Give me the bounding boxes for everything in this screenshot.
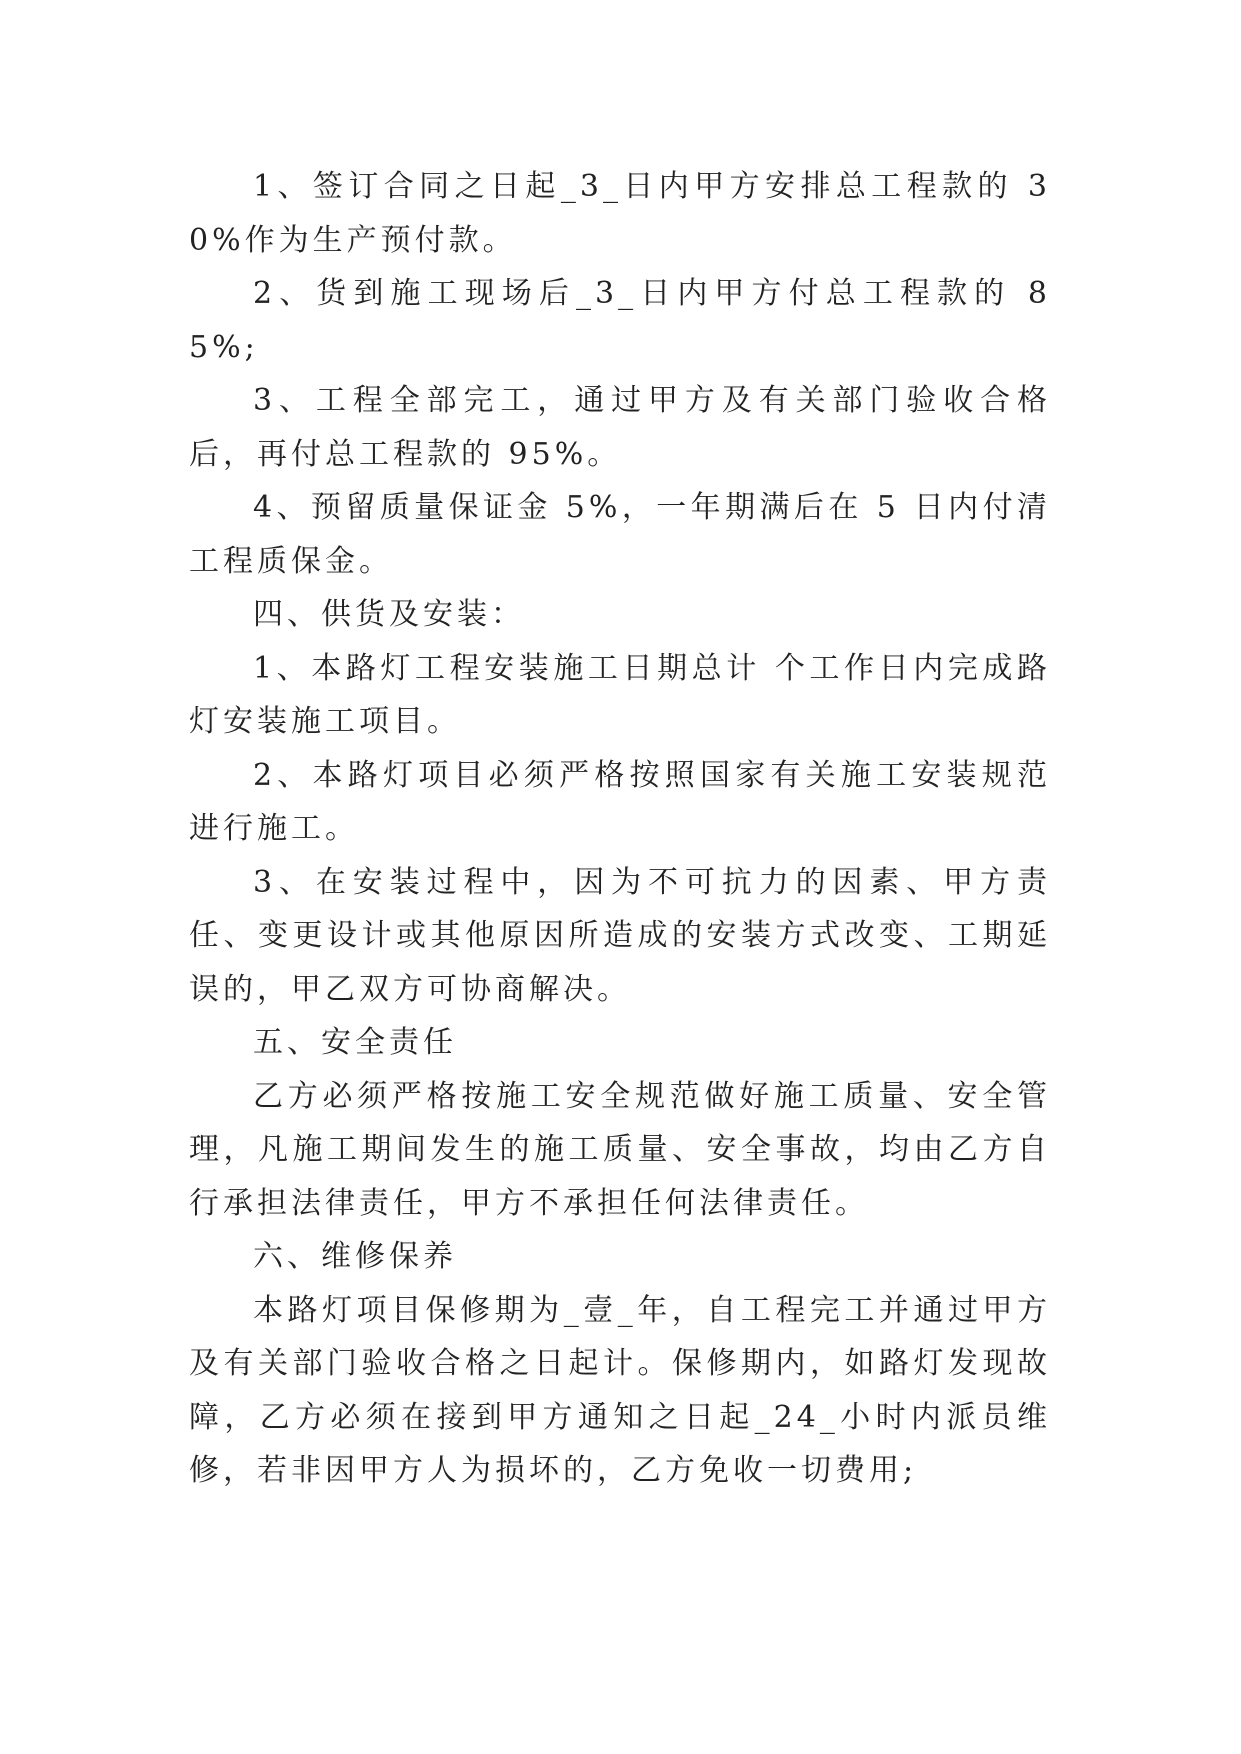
safety-clause: 乙方必须严格按施工安全规范做好施工质量、安全管理，凡施工期间发生的施工质量、安全事故，均由乙方自行承担法律责任，甲方不承担任何法律责任。 [189, 1078, 1051, 1221]
payment-clause-3: 3、工程全部完工，通过甲方及有关部门验收合格后，再付总工程款的 95%。 [189, 383, 1051, 472]
document-body [189, 160, 1051, 1498]
installation-clause-1: 1、本路灯工程安装施工日期总计 个工作日内完成路灯安装施工项目。 [189, 650, 1051, 739]
payment-clause-4: 4、预留质量保证金 5%，一年期满后在 5 日内付清工程质保金。 [189, 490, 1051, 579]
payment-clause-1: 1、签订合同之日起_3_日内甲方安排总工程款的 30%作为生产预付款。 [189, 169, 1051, 258]
section-heading-safety: 五、安全责任 [253, 1025, 457, 1060]
section-heading-maintenance: 六、维修保养 [253, 1239, 457, 1274]
maintenance-clause: 本路灯项目保修期为_壹_年，自工程完工并通过甲方及有关部门验收合格之日起计。保修期内，如路灯发现故障，乙方必须在接到甲方通知之日起_24_小时内派员维修，若非因甲方人为损坏的，乙方免收一切费用; [189, 1292, 1051, 1488]
section-heading-supply-installation: 四、供货及安装： [253, 597, 525, 632]
installation-clause-2: 2、本路灯项目必须严格按照国家有关施工安装规范进行施工。 [189, 757, 1051, 846]
payment-clause-2: 2、货到施工现场后_3_日内甲方付总工程款的 85%; [189, 276, 1051, 365]
installation-clause-3: 3、在安装过程中，因为不可抗力的因素、甲方责任、变更设计或其他原因所造成的安装方式改变、工期延误的，甲乙双方可协商解决。 [189, 864, 1051, 1007]
